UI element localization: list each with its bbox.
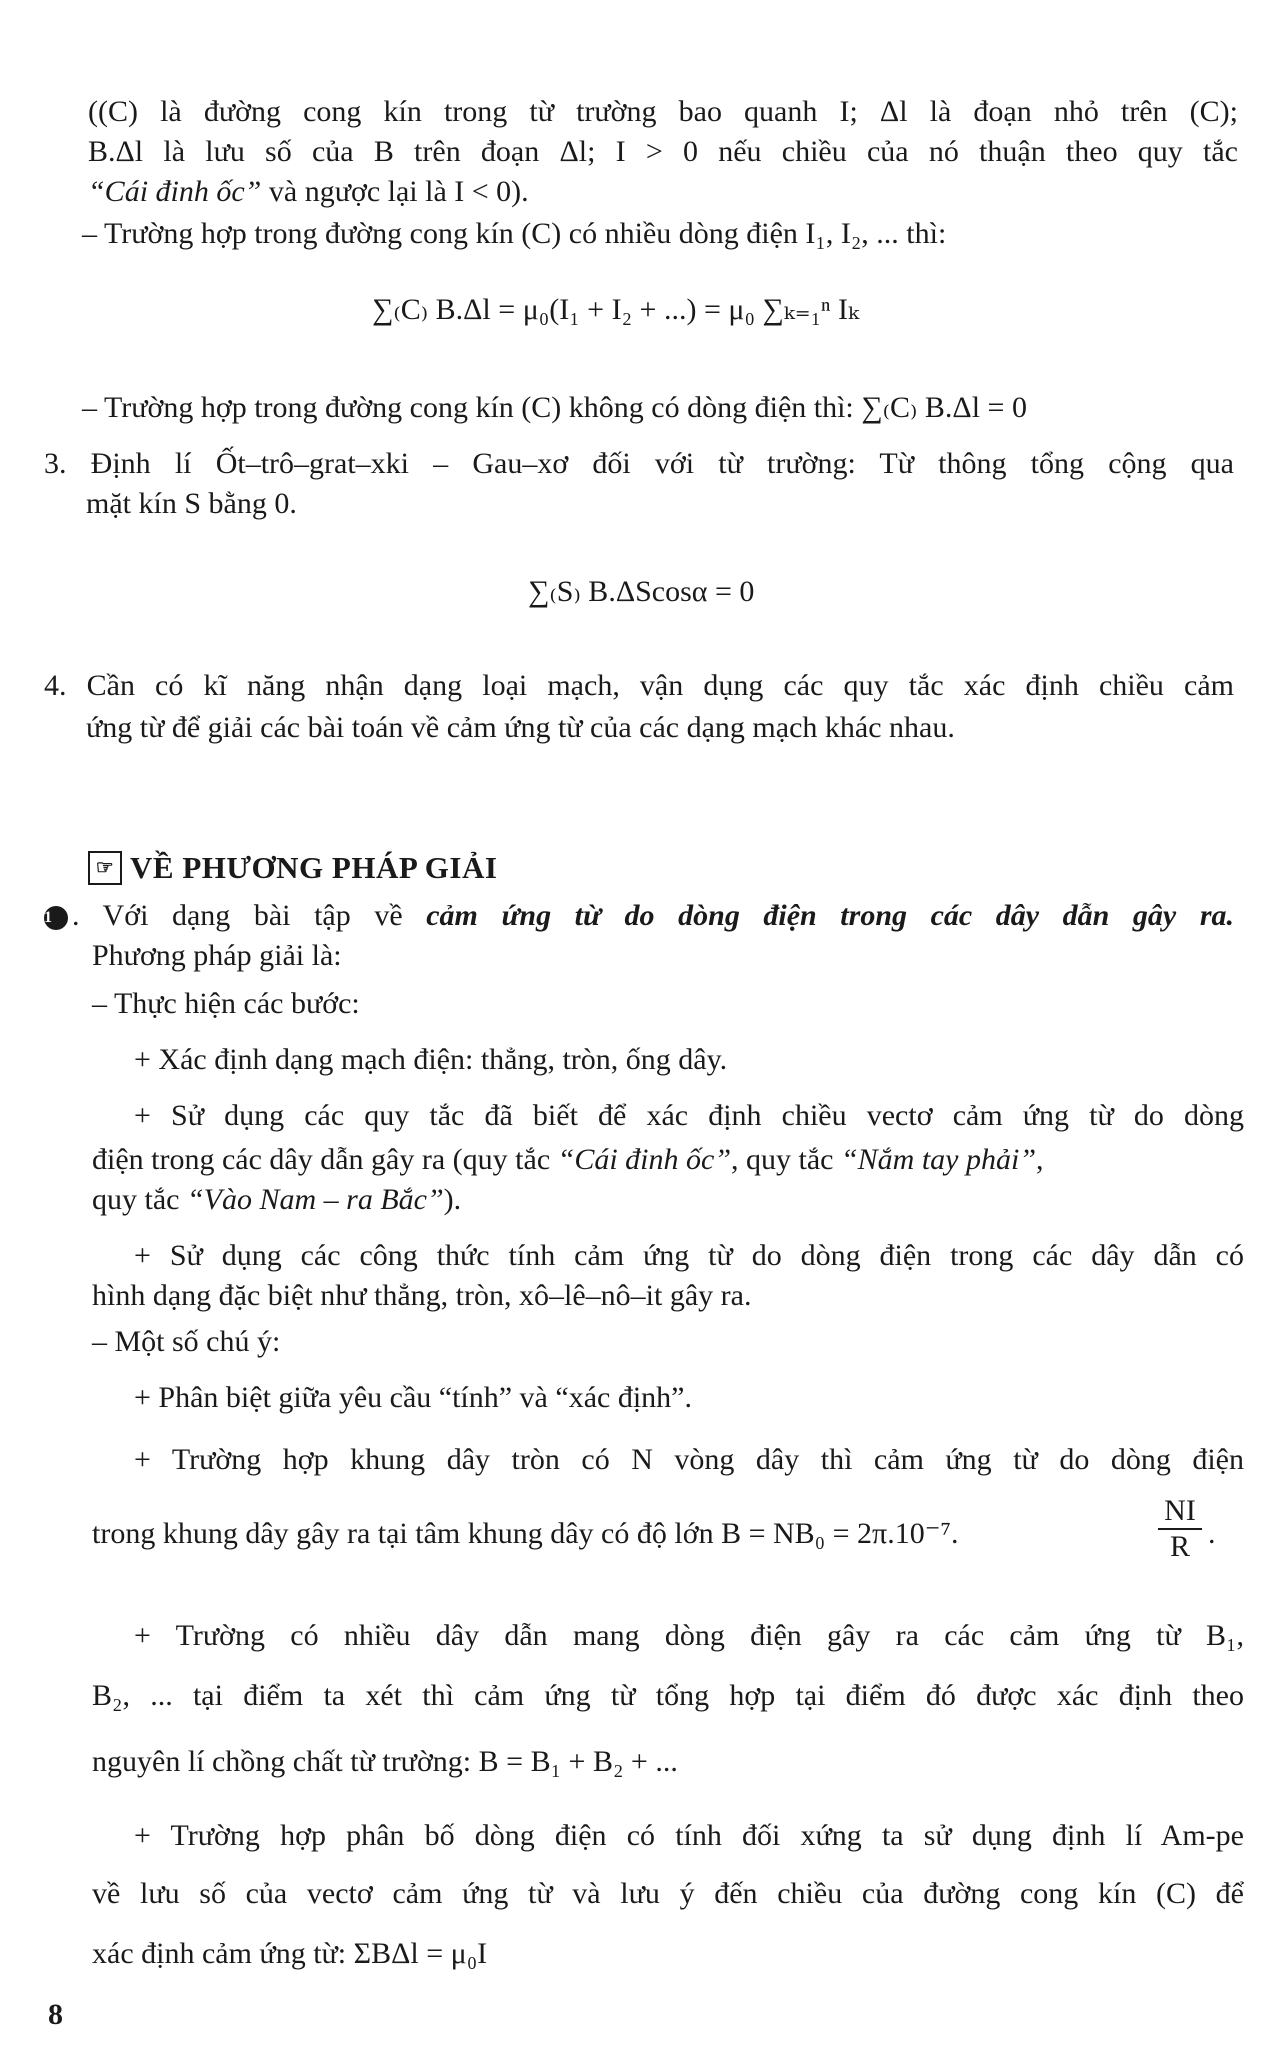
text-span: , quy tắc [731,1143,841,1176]
text-span: quy tắc [92,1183,187,1216]
text-line: mặt kín S bằng 0. [86,487,297,520]
text-line: nguyên lí chồng chất từ trường: B = B₁ + B₂ + ... [92,1745,678,1778]
text-line [44,896,1234,936]
text-span: . Với dạng bài tập về [72,899,427,932]
text-line: hình dạng đặc biệt như thẳng, tròn, xô–lê–nô–it gây ra. [92,1279,752,1312]
text-line: Phương pháp giải là: [92,939,342,972]
text-line [92,1180,461,1220]
text-span: điện trong các dây dẫn gây ra (quy tắc [92,1143,558,1176]
text-line: ((C) là đường cong kín trong từ trường bao quanh I; Δl là đoạn nhỏ trên (C); [88,95,1238,128]
fraction-denominator: R [1158,1528,1202,1564]
italic-term: “Cái đinh ốc” [88,175,262,208]
text-line: – Một số chú ý: [92,1325,281,1358]
text-line: B₂, ... tại điểm ta xét thì cảm ứng từ tổng hợp tại điểm đó được xác định theo [92,1679,1244,1712]
text-line [88,172,529,212]
fraction-ni-over-r [1158,1494,1202,1564]
text-line: – Trường hợp trong đường cong kín (C) không có dòng điện thì: ∑₍C₎ B.Δl = 0 [82,391,1027,424]
equation-ampere-sum: ∑₍C₎ B.Δl = μ₀(I₁ + I₂ + ...) = μ₀ ∑ₖ₌₁ⁿ Iₖ [372,293,859,326]
numbered-bullet: 1 [44,906,68,930]
equation-gauss-magnetic: ∑₍S₎ B.ΔScosα = 0 [528,575,755,608]
text-span: và ngược lại là I < 0). [261,175,529,208]
text-line: – Trường hợp trong đường cong kín (C) có nhiều dòng điện I₁, I₂, ... thì: [82,217,947,250]
section-heading [88,850,497,886]
pointing-hand-icon: ☞ [88,851,122,885]
text-span: . [1208,1517,1216,1550]
text-line: ứng từ để giải các bài toán về cảm ứng từ của các dạng mạch khác nhau. [86,711,955,744]
text-line: – Thực hiện các bước: [92,987,360,1020]
text-line: xác định cảm ứng từ: ΣBΔl = μ₀I [92,1937,488,1970]
text-line: + Sử dụng các quy tắc đã biết để xác định chiều vectơ cảm ứng từ do dòng [134,1099,1244,1132]
text-line: + Trường có nhiều dây dẫn mang dòng điện gây ra các cảm ứng từ B₁, [134,1619,1244,1652]
text-line: 3. Định lí Ốt–trô–grat–xki – Gau–xơ đối với từ trường: Từ thông tổng cộng qua [44,447,1234,480]
italic-term: “Cái đinh ốc” [557,1143,732,1176]
page-number: 8 [48,1998,63,2031]
fraction-numerator: NI [1164,1494,1196,1527]
text-line: + Xác định dạng mạch điện: thẳng, tròn, ống dây. [134,1043,728,1076]
text-line: trong khung dây gây ra tại tâm khung dây có độ lớn B = NB₀ = 2π.10⁻⁷. [92,1517,959,1550]
italic-term: “Vào Nam – ra Bắc” [186,1183,444,1216]
italic-term: “Nắm tay phải” [840,1143,1037,1176]
bold-italic-term: cảm ứng từ do dòng điện trong các dây dẫn gây ra. [426,899,1234,932]
heading-text: VỀ PHƯƠNG PHÁP GIẢI [130,850,498,885]
text-span: ). [443,1183,462,1216]
text-line: 4. Cần có kĩ năng nhận dạng loại mạch, vận dụng các quy tắc xác định chiều cảm [44,669,1234,702]
text-line: B.Δl là lưu số của B trên đoạn Δl; I > 0 nếu chiều của nó thuận theo quy tắc [88,135,1238,168]
text-line: + Phân biệt giữa yêu cầu “tính” và “xác định”. [134,1381,692,1414]
text-line: về lưu số của vectơ cảm ứng từ và lưu ý đến chiều của đường cong kín (C) để [92,1877,1244,1910]
text-line [92,1140,1044,1180]
text-line: + Sử dụng các công thức tính cảm ứng từ do dòng điện trong các dây dẫn có [134,1239,1244,1272]
text-span: , [1036,1143,1044,1176]
text-line: + Trường hợp khung dây tròn có N vòng dây thì cảm ứng từ do dòng điện [134,1443,1244,1476]
text-line: + Trường hợp phân bố dòng điện có tính đối xứng ta sử dụng định lí Am-pe [134,1819,1244,1852]
